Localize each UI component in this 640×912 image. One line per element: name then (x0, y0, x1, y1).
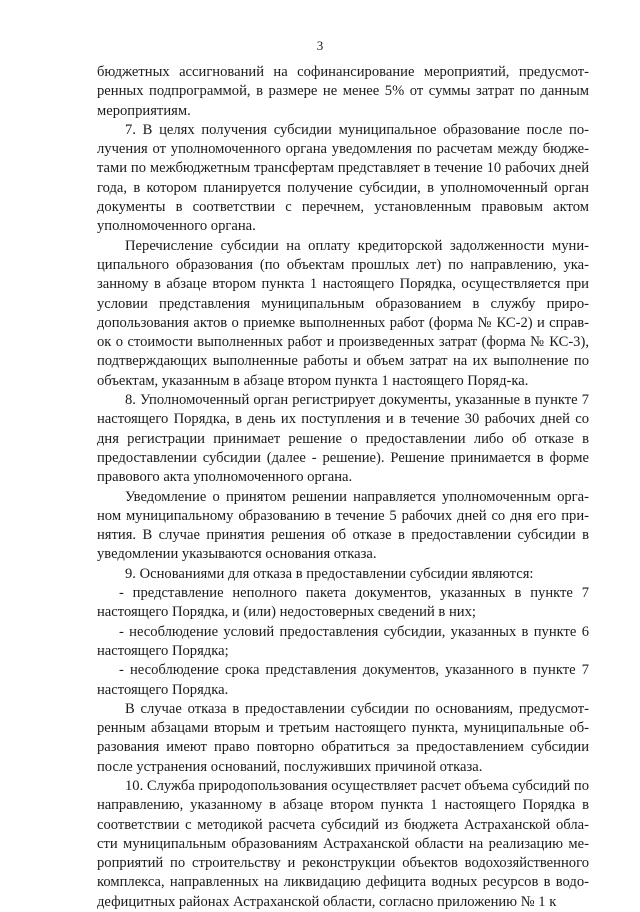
paragraph-item-7: 7. В целях получения субсидии муниципальное образование после по-лучения от уполномоченного органа уведомления по расчетам между бюдже-тами по межбюджетным трансфертам представляет в течение 10 рабочих дней года, в котором планируется получение субсидии, в уполномоченный орган документы в соответствии с перечнем, установленным правовым актом уполномоченного органа. (97, 121, 589, 235)
paragraph-subsidy-transfer: Перечисление субсидии на оплату кредиторской задолженности муни-ципального образования (по объектам прошлых лет) по направлению, ука-занному в абзаце втором пункта 1 настоящего Порядка, осуществляется при условии представления муниципальным образованием в службу приро-допользования актов о приемке выполненных работ (форма № КС-2) и справ-ок о стоимости выполненных работ и произведенных затрат (форма № КС-3), подтверждающих выполненные работы и объем затрат на их выполнение по объектам, указанным в абзаце втором пункта 1 настоящего Поряд-ка. (97, 237, 589, 389)
document-body (97, 63, 589, 912)
paragraph-item-10: 10. Служба природопользования осуществляет расчет объема субсидий по направлению, указанному в абзаце втором пункта 1 настоящего Порядка в соответствии с методикой расчета субсидий из бюджета Астраханской обла-сти муниципальным образованиям Астраханской области на реализацию ме-роприятий по строительству и реконструкции объектов водохозяйственного комплекса, направленных на ликвидацию дефицита водных ресурсов в водо-дефицитных районах Астраханской области, согласно приложению № 1 к (97, 777, 589, 910)
list-item: - представление неполного пакета документов, указанных в пункте 7 настоящего Порядка, и (или) недостоверных сведений в них; (97, 585, 589, 621)
paragraph-continuation: бюджетных ассигнований на софинансирование мероприятий, предусмот-ренных подпрограммой, в размере не менее 5% от суммы затрат по данным мероприятиям. (97, 64, 589, 119)
page-number: 3 (316, 38, 324, 53)
list-item: - несоблюдение срока представления документов, указанного в пункте 7 настоящего Порядка. (97, 662, 589, 698)
paragraph-item-8: 8. Уполномоченный орган регистрирует документы, указанные в пункте 7 настоящего Порядка, в день их поступления и в течение 30 рабочих дней со дня регистрации принимает решение о предоставлении либо об отказе в предоставлении субсидии (далее - решение). Решение принимается в форме правового акта уполномоченного органа. (97, 392, 589, 486)
paragraph-refusal-case: В случае отказа в предоставлении субсидии по основаниям, предусмот-ренным абзацами вторым и третьим настоящего пункта, муниципальные об-разования имеют право повторно обратиться за предоставлением субсидии после устранения оснований, послуживших причиной отказа. (97, 700, 589, 775)
paragraph-notification: Уведомление о принятом решении направляется уполномоченным орга-ном муниципальному образованию в течение 5 рабочих дней со дня его при-нятия. В случае принятия решения об отказе в предоставлении субсидии в уведомлении указываются основания отказа. (97, 488, 589, 563)
list-item: - несоблюдение условий предоставления субсидии, указанных в пункте 6 настоящего Порядка; (97, 623, 589, 659)
paragraph-item-9: 9. Основаниями для отказа в предоставлении субсидии являются: (125, 565, 534, 582)
